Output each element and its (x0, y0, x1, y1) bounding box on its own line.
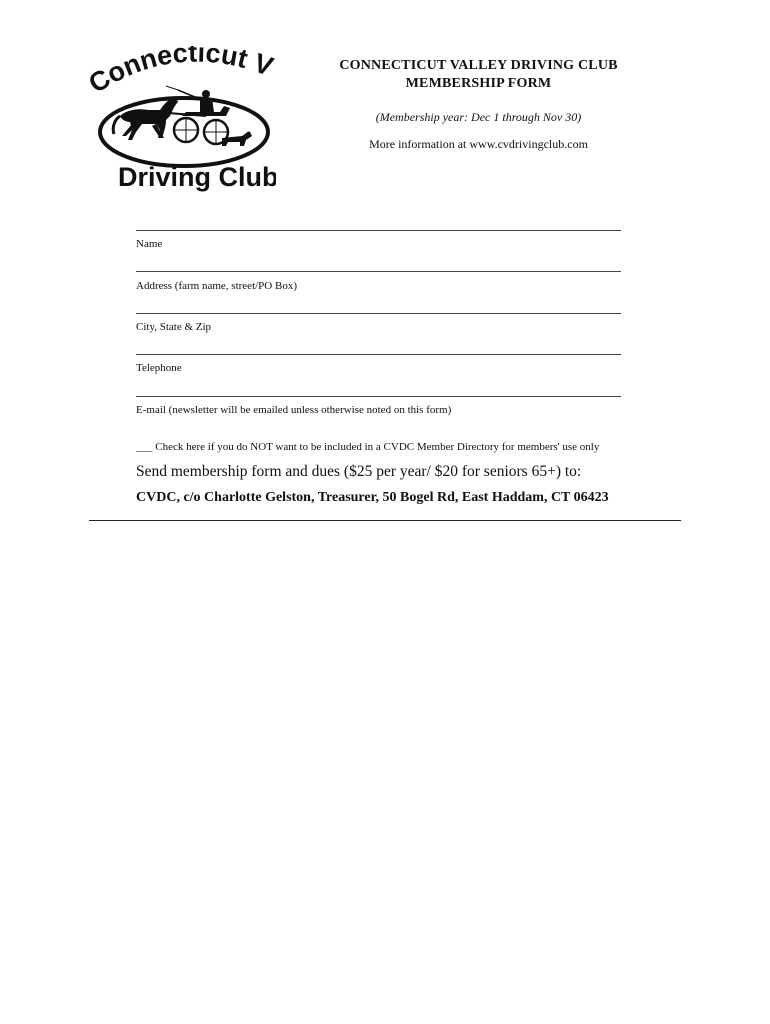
telephone-label: Telephone (136, 362, 182, 374)
more-info: More information at www.cvdrivingclub.com (369, 137, 588, 151)
name-line[interactable] (136, 230, 621, 231)
mailing-address: CVDC, c/o Charlotte Gelston, Treasurer, 50 Bogel Rd, East Haddam, CT 06423 (136, 490, 609, 505)
email-line[interactable] (136, 396, 621, 397)
name-label: Name (136, 238, 163, 250)
city-state-zip-label: City, State & Zip (136, 321, 212, 333)
svg-text:Connecticut Valley: Connecticut V (86, 46, 276, 99)
form-title-line2: MEMBERSHIP FORM (405, 76, 552, 91)
membership-year: (Membership year: Dec 1 through Nov 30) (375, 110, 582, 124)
form-title-line1: CONNECTICUT VALLEY DRIVING CLUB (339, 58, 618, 73)
horse-and-carriage-icon (86, 46, 276, 192)
svg-text:Driving Club: Driving Club (118, 162, 276, 192)
club-logo (86, 46, 276, 192)
email-label: E-mail (newsletter will be emailed unless otherwise noted on this form) (136, 404, 452, 416)
directory-opt-out[interactable]: ___ Check here if you do NOT want to be included in a CVDC Member Directory for members' use only (136, 441, 600, 453)
send-instructions: Send membership form and dues ($25 per year/ $20 for seniors 65+) to: (136, 463, 582, 480)
city-state-zip-line[interactable] (136, 313, 621, 314)
telephone-line[interactable] (136, 354, 621, 355)
footer-divider (89, 520, 681, 521)
address-line[interactable] (136, 271, 621, 272)
address-label: Address (farm name, street/PO Box) (136, 280, 297, 292)
